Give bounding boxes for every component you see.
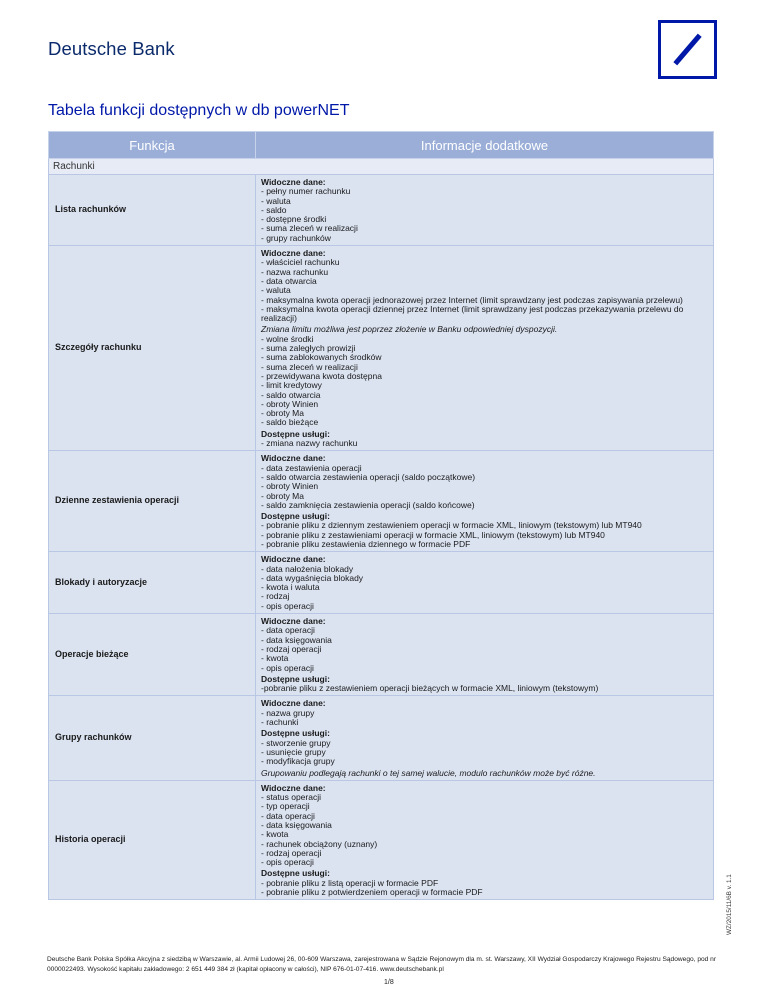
- function-name: Dzienne zestawienia operacji: [49, 451, 256, 552]
- function-details: [256, 552, 714, 614]
- details-heading: Widoczne dane:: [261, 698, 326, 709]
- section-row: [49, 159, 714, 175]
- function-name: Historia operacji: [49, 780, 256, 900]
- header-informacje: Informacje dodatkowe: [256, 132, 714, 159]
- table-row: [49, 614, 714, 696]
- details-note: Zmiana limitu możliwa jest poprzez złożenie w Banku odpowiedniej dyspozycji.: [261, 324, 558, 335]
- function-name: Blokady i autoryzacje: [49, 552, 256, 614]
- details-text: - właściciel rachunku - nazwa rachunku - data otwarcia - waluta - maksymalna kwota operacji jednorazowej przez Internet (limit sprawdzany jest podczas zapisywania przelewu) - maksymalna kwota operacji dziennej przez Internet (limit sprawdzany jest podczas przekazywania przelewu do realizacji): [261, 257, 684, 324]
- table-row: [49, 451, 714, 552]
- table-header-row: [49, 132, 714, 159]
- function-name: Szczegóły rachunku: [49, 246, 256, 451]
- details-heading: Widoczne dane:: [261, 177, 326, 187]
- details-text: - pobranie pliku z dziennym zestawieniem operacji w formacie XML, liniowym (tekstowym) lub MT940 - pobranie pliku z zestawieniami operacji w formacie XML, liniowym (tekstowym) lub MT940 - pobranie pliku zestawienia dziennego w formacie PDF: [261, 520, 642, 549]
- function-details: [256, 780, 714, 900]
- function-details: [256, 614, 714, 696]
- document-code: WZ/2015/11/6B v. 1.1: [726, 874, 733, 935]
- details-text: - data nałożenia blokady - data wygaśnięcia blokady - kwota i waluta - rodzaj - opis operacji: [261, 563, 364, 611]
- details-text: - wolne środki - suma zaległych prowizji - suma zablokowanych środków - suma zleceń w realizacji - przewidywana kwota dostępna - limit kredytowy - saldo otwarcia - obroty Winien - obroty Ma - saldo bieżące: [261, 333, 382, 428]
- details-text: - pobranie pliku z listą operacji w formacie PDF - pobranie pliku z potwierdzeniem operacji w formacie PDF: [261, 877, 483, 898]
- table-row: [49, 175, 714, 246]
- table-row: [49, 246, 714, 451]
- section-label: Rachunki: [49, 159, 714, 175]
- function-name: Operacje bieżące: [49, 614, 256, 696]
- table-body: [49, 159, 714, 900]
- details-heading: Widoczne dane:: [261, 453, 326, 464]
- details-heading: Dostępne usługi:: [261, 728, 330, 739]
- details-text: - data zestawienia operacji - saldo otwarcia zestawienia operacji (saldo początkowe) - obroty Winien - obroty Ma - saldo zamknięcia zestawienia operacji (saldo końcowe): [261, 462, 476, 510]
- details-text: - zmiana nazwy rachunku: [261, 438, 358, 449]
- details-heading: Widoczne dane:: [261, 554, 326, 565]
- deutsche-bank-logo-icon: [658, 20, 717, 79]
- table-row: [49, 696, 714, 780]
- brand-name: Deutsche Bank: [48, 38, 175, 59]
- details-text: - stworzenie grupy - usunięcie grupy - modyfikacja grupy: [261, 737, 335, 767]
- details-text: - status operacji - typ operacji - data operacji - data księgowania - kwota - rachunek obciążony (uznany) - rodzaj operacji - opis operacji: [261, 792, 378, 868]
- function-name: Grupy rachunków: [49, 696, 256, 780]
- details-heading: Dostępne usługi:: [261, 673, 330, 684]
- details-heading: Dostępne usługi:: [261, 868, 330, 879]
- table-row: [49, 780, 714, 900]
- details-heading: Widoczne dane:: [261, 782, 326, 793]
- function-details: [256, 696, 714, 780]
- details-heading: Dostępne usługi:: [261, 428, 330, 439]
- document-title: Tabela funkcji dostępnych w db powerNET: [48, 102, 350, 119]
- header-funkcja: Funkcja: [49, 132, 256, 159]
- details-heading: Dostępne usługi:: [261, 511, 330, 522]
- function-details: [256, 246, 714, 451]
- functions-table: [48, 131, 714, 900]
- details-text: - nazwa grupy - rachunki: [261, 707, 315, 728]
- details-heading: Widoczne dane:: [261, 248, 326, 259]
- table-row: [49, 552, 714, 614]
- details-text: - data operacji - data księgowania - rodzaj operacji - kwota - opis operacji: [261, 625, 332, 673]
- function-details: [256, 451, 714, 552]
- legal-footer: Deutsche Bank Polska Spółka Akcyjna z siedzibą w Warszawie, al. Armii Ludowej 26, 00-609 Warszawa, zarejestrowana w Sądzie Rejonowym dla m. st. Warszawy, XII Wydział Gospodarczy Krajowego Rejestru Sądowego, pod nr 0000022493. Wysokość kapitału zakładowego: 2 651 449 384 zł (kapitał opłacony w całości), NIP 676-01-07-416. www.deutschebank.pl: [47, 956, 717, 973]
- function-name: Lista rachunków: [49, 175, 256, 246]
- details-note: Grupowaniu podlegają rachunki o tej samej walucie, modulo rachunków może być różne.: [261, 767, 596, 778]
- details-text: - pełny numer rachunku - waluta - saldo - dostępne środki - suma zleceń w realizacji - grupy rachunków: [261, 186, 358, 243]
- page-number: 1/8: [384, 979, 394, 986]
- details-heading: Widoczne dane:: [261, 616, 326, 627]
- function-details: [256, 175, 714, 246]
- details-text: -pobranie pliku z zestawieniem operacji bieżących w formacie XML, liniowym (tekstowym): [261, 683, 599, 694]
